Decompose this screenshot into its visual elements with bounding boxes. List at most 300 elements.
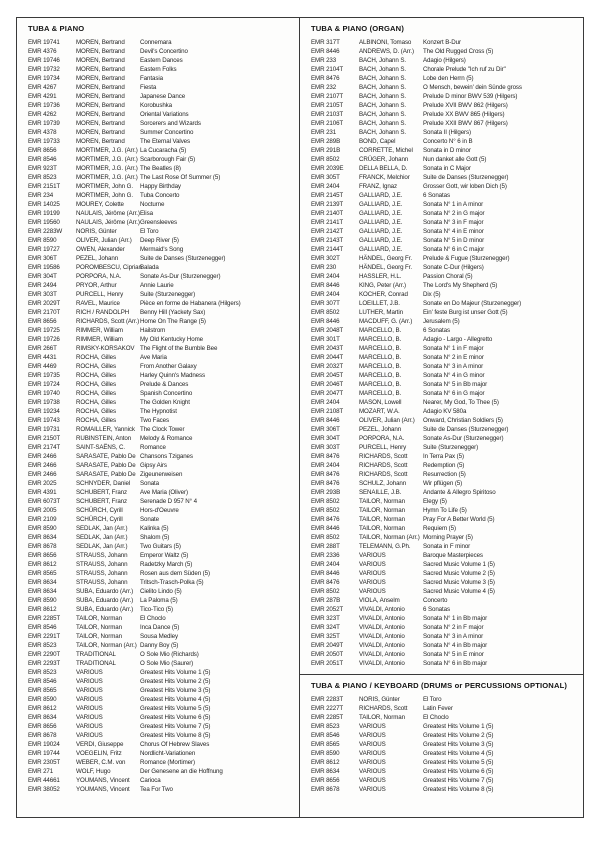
item-code: EMR 302T: [311, 255, 340, 262]
item-composer: VARIOUS: [76, 705, 103, 712]
item-code: EMR 19735: [28, 372, 60, 379]
item-composer: ROCHA, Gilles: [76, 417, 116, 424]
catalog-row: [28, 407, 295, 416]
catalog-row: [311, 479, 579, 488]
item-composer: KOCHER, Conrad: [359, 291, 408, 298]
item-title: Greatest Hits Volume 5 (5): [140, 705, 211, 712]
item-composer: GALLIARD, J.E.: [359, 192, 403, 199]
item-composer: MORTIMER, John G.: [76, 192, 133, 199]
catalog-row: [28, 497, 295, 506]
catalog-row: [28, 749, 295, 758]
item-composer: SARASATE, Pablo De: [76, 453, 136, 460]
item-title: Suite (Sturzenegger): [140, 291, 196, 298]
item-code: EMR 8565: [28, 570, 57, 577]
item-composer: DELLA BELLA, D.: [359, 165, 408, 172]
item-title: Sonata N° 1 in A minor: [423, 201, 484, 208]
item-code: EMR 4291: [28, 93, 57, 100]
catalog-row: [28, 587, 295, 596]
item-composer: ROCHA, Gilles: [76, 372, 116, 379]
item-code: EMR 8476: [311, 516, 340, 523]
item-code: EMR 291B: [311, 147, 341, 154]
item-code: EMR 4376: [28, 48, 57, 55]
item-composer: RICHARDS, Scott: [359, 453, 408, 460]
catalog-row: [28, 344, 295, 353]
catalog-row: [28, 443, 295, 452]
item-title: La Paloma (5): [140, 597, 178, 604]
item-code: EMR 2404: [311, 183, 340, 190]
item-composer: MOREN, Bertrand: [76, 102, 125, 109]
item-composer: MOREN, Bertrand: [76, 120, 125, 127]
item-composer: MORTIMER, John G.: [76, 183, 133, 190]
item-code: EMR 8612: [311, 759, 340, 766]
item-composer: BOND, Capel: [359, 138, 396, 145]
catalog-row: [28, 272, 295, 281]
item-code: EMR 2291T: [28, 633, 61, 640]
item-composer: ROCHA, Gilles: [76, 354, 116, 361]
item-title: Connemara: [140, 39, 172, 46]
catalog-row: [311, 776, 579, 785]
catalog-row: [311, 299, 579, 308]
item-title: Adagio - Largo - Allegretto: [423, 336, 493, 343]
item-title: Hailstrom: [140, 327, 166, 334]
item-title: Prelude XVII BWV 862 (Hilgers): [423, 102, 508, 109]
item-composer: VARIOUS: [76, 723, 103, 730]
item-composer: PORPORA, N.A.: [359, 435, 405, 442]
catalog-row: [28, 452, 295, 461]
item-composer: RIMMER, William: [76, 327, 123, 334]
item-code: EMR 8612: [28, 561, 57, 568]
catalog-row: [28, 767, 295, 776]
item-code: EMR 271: [28, 768, 54, 775]
item-composer: BACH, Johann S.: [359, 102, 406, 109]
catalog-row: [28, 101, 295, 110]
section-title-tuba-piano-organ: TUBA & PIANO (ORGAN): [311, 24, 404, 33]
item-title: Prelude & Fugue (Sturzenegger): [423, 255, 510, 262]
item-composer: RICHARDS, Scott: [359, 705, 408, 712]
section-title-tuba-piano-keyboard: TUBA & PIANO / KEYBOARD (DRUMS or PERCUSSIONS OPTIONAL): [311, 681, 568, 690]
item-title: Prelude XX BWV 865 (Hilgers): [423, 111, 505, 118]
item-code: EMR 2108T: [311, 408, 344, 415]
item-composer: VIVALDI, Antonio: [359, 606, 405, 613]
item-title: El Choclo: [423, 714, 449, 721]
catalog-row: [311, 740, 579, 749]
item-composer: BACH, Johann S.: [359, 84, 406, 91]
item-code: EMR 8656: [28, 147, 57, 154]
item-code: EMR 19733: [28, 138, 60, 145]
catalog-row: [311, 578, 579, 587]
item-code: EMR 8446: [311, 417, 340, 424]
item-composer: CORRETTE, Michel: [359, 147, 413, 154]
item-code: EMR 2139T: [311, 201, 344, 208]
item-composer: MOREN, Bertrand: [76, 39, 125, 46]
item-composer: GALLIARD, J.E.: [359, 219, 403, 226]
item-composer: HÄNDEL, Georg Fr.: [359, 255, 412, 262]
catalog-row: [28, 605, 295, 614]
item-composer: TAILOR, Norman: [76, 633, 122, 640]
catalog-row: [311, 218, 579, 227]
item-composer: MARCELLO, B.: [359, 354, 402, 361]
catalog-row: [311, 650, 579, 659]
item-composer: MOREN, Bertrand: [76, 48, 125, 55]
catalog-row: [311, 137, 579, 146]
item-code: EMR 19741: [28, 39, 60, 46]
item-composer: ANDREWS, D. (Arr.): [359, 48, 414, 55]
item-title: Nun danket alle Gott (5): [423, 156, 487, 163]
catalog-row: [28, 533, 295, 542]
item-code: EMR 8446: [311, 525, 340, 532]
catalog-row: [28, 308, 295, 317]
item-code: EMR 8565: [28, 687, 57, 694]
item-title: Ave Maria (Oliver): [140, 489, 188, 496]
catalog-row: [311, 416, 579, 425]
catalog-row: [28, 362, 295, 371]
item-composer: VARIOUS: [76, 696, 103, 703]
item-title: Elegy (5): [423, 498, 447, 505]
catalog-row: [28, 704, 295, 713]
item-code: EMR 8446: [311, 282, 340, 289]
item-title: Pièce en forme de Habanera (Hilgers): [140, 300, 241, 307]
catalog-row: [311, 182, 579, 191]
item-title: Kalinka (5): [140, 525, 169, 532]
item-code: EMR 2404: [311, 291, 340, 298]
item-title: Harley Quinn's Madness: [140, 372, 206, 379]
catalog-row: [311, 389, 579, 398]
catalog-row: [28, 137, 295, 146]
catalog-row: [311, 533, 579, 542]
item-code: EMR 2145T: [311, 192, 344, 199]
catalog-row: [311, 236, 579, 245]
item-code: EMR 2048T: [311, 327, 344, 334]
item-composer: SARASATE, Pablo De: [76, 471, 136, 478]
item-composer: RAVEL, Maurice: [76, 300, 120, 307]
item-code: EMR 19732: [28, 66, 60, 73]
item-code: EMR 2151T: [28, 183, 61, 190]
item-composer: SEDLAK, Jan (Arr.): [76, 525, 128, 532]
item-composer: OWEN, Alexander: [76, 246, 125, 253]
item-title: O Sole Mio (Saurer): [140, 660, 194, 667]
item-composer: VARIOUS: [359, 750, 386, 757]
item-title: The Beatles (8): [140, 165, 181, 172]
item-code: EMR 19234: [28, 408, 60, 415]
item-title: Adagio KV 580a: [423, 408, 467, 415]
item-title: Carioca: [140, 777, 161, 784]
item-title: Benny Hill (Yackety Sax): [140, 309, 206, 316]
item-title: La Cucaracha (5): [140, 147, 187, 154]
catalog-row: [28, 299, 295, 308]
item-code: EMR 4262: [28, 111, 57, 118]
item-composer: ROCHA, Gilles: [76, 399, 116, 406]
item-title: Jerusalem (5): [423, 318, 460, 325]
item-code: EMR 8656: [28, 318, 57, 325]
catalog-row: [28, 398, 295, 407]
item-code: EMR 8502: [311, 588, 340, 595]
item-code: EMR 2005: [28, 507, 57, 514]
item-title: El Toro: [423, 696, 442, 703]
item-code: EMR 2144T: [311, 246, 344, 253]
item-composer: MORTIMER, J.G. (Arr.): [76, 147, 138, 154]
item-composer: TELEMANN, G.Ph.: [359, 543, 411, 550]
item-code: EMR 19024: [28, 741, 60, 748]
item-composer: VARIOUS: [76, 687, 103, 694]
item-code: EMR 2039E: [311, 165, 344, 172]
catalog-row: [28, 110, 295, 119]
item-composer: MOZART, W.A.: [359, 408, 400, 415]
item-title: Tuba Concerto: [140, 192, 180, 199]
item-composer: ROMAILLER, Yannick: [76, 426, 135, 433]
item-composer: ROCHA, Gilles: [76, 390, 116, 397]
item-title: 6 Sonatas: [423, 192, 450, 199]
item-composer: BACH, Johann S.: [359, 66, 406, 73]
item-title: Romance: [140, 444, 166, 451]
catalog-row: [28, 659, 295, 668]
item-composer: ROCHA, Gilles: [76, 408, 116, 415]
item-code: EMR 2107T: [311, 93, 344, 100]
item-code: EMR 266T: [28, 345, 57, 352]
catalog-row: [311, 425, 579, 434]
item-title: Greatest Hits Volume 7 (5): [423, 777, 494, 784]
item-title: Greatest Hits Volume 3 (5): [423, 741, 494, 748]
catalog-row: [28, 686, 295, 695]
item-title: Sonate: [140, 516, 160, 523]
item-code: EMR 2404: [311, 399, 340, 406]
item-code: EMR 2404: [311, 561, 340, 568]
catalog-row: [311, 443, 579, 452]
item-title: Inca Dance (5): [140, 624, 180, 631]
catalog-row: [28, 182, 295, 191]
item-title: Greatest Hits Volume 4 (5): [423, 750, 494, 757]
item-title: In Terra Pax (5): [423, 453, 464, 460]
item-title: Hymn To Life (5): [423, 507, 467, 514]
catalog-row: [28, 785, 295, 794]
item-code: EMR 8634: [28, 579, 57, 586]
item-code: EMR 8656: [28, 723, 57, 730]
item-title: Eastern Folks: [140, 66, 177, 73]
item-composer: RICH / RANDOLPH: [76, 309, 130, 316]
item-code: EMR 44661: [28, 777, 60, 784]
item-title: Adagio (Hilgers): [423, 57, 466, 64]
item-title: Cielito Lindo (5): [140, 588, 182, 595]
item-code: EMR 2293T: [28, 660, 61, 667]
item-title: O Mensch, bewein' dein Sünde gross: [423, 84, 522, 91]
catalog-row: [28, 776, 295, 785]
catalog-row: [28, 389, 295, 398]
item-code: EMR 8634: [311, 768, 340, 775]
item-title: Sacred Music Volume 2 (5): [423, 570, 495, 577]
catalog-row: [311, 326, 579, 335]
item-title: Greatest Hits Volume 4 (5): [140, 696, 211, 703]
item-composer: RIMMER, William: [76, 336, 123, 343]
item-code: EMR 306T: [311, 426, 340, 433]
item-title: Sousa Medley: [140, 633, 179, 640]
item-code: EMR 303T: [311, 444, 340, 451]
item-title: The Old Rugged Cross (5): [423, 48, 494, 55]
catalog-row: [311, 317, 579, 326]
column-left: [17, 18, 300, 817]
item-title: Greatest Hits Volume 6 (5): [423, 768, 494, 775]
catalog-row: [28, 416, 295, 425]
item-composer: SUBA, Eduardo (Arr.): [76, 606, 134, 613]
item-title: Annie Laurie: [140, 282, 174, 289]
item-code: EMR 19743: [28, 417, 60, 424]
item-code: EMR 8502: [311, 534, 340, 541]
item-composer: VARIOUS: [359, 741, 386, 748]
item-code: EMR 231: [311, 129, 337, 136]
item-composer: SEDLAK, Jan (Arr.): [76, 543, 128, 550]
item-title: Sonata N° 3 in A minor: [423, 633, 484, 640]
item-code: EMR 8523: [28, 174, 57, 181]
item-code: EMR 232: [311, 84, 337, 91]
item-title: The Lord's My Shepherd (5): [423, 282, 498, 289]
catalog-row: [28, 560, 295, 569]
item-title: Pray For A Better World (5): [423, 516, 495, 523]
item-composer: TAILOR, Norman: [76, 615, 122, 622]
item-title: Konzert B-Dur: [423, 39, 461, 46]
item-code: EMR 19199: [28, 210, 60, 217]
item-title: The Golden Knight: [140, 399, 190, 406]
item-code: EMR 8678: [28, 543, 57, 550]
item-composer: MARCELLO, B.: [359, 336, 402, 343]
item-title: Sonata N° 4 in G minor: [423, 372, 485, 379]
item-composer: FRANCK, Melchior: [359, 174, 410, 181]
item-composer: ROCHA, Gilles: [76, 381, 116, 388]
catalog-row: [311, 83, 579, 92]
catalog-row: [28, 731, 295, 740]
catalog-row: [28, 56, 295, 65]
item-composer: SUBA, Eduardo (Arr.): [76, 588, 134, 595]
item-code: EMR 2466: [28, 453, 57, 460]
catalog-row: [28, 128, 295, 137]
item-code: EMR 304T: [28, 273, 57, 280]
item-title: Requiem (5): [423, 525, 456, 532]
item-title: Sonata N° 5 in E minor: [423, 651, 484, 658]
catalog-row: [311, 614, 579, 623]
catalog-row: [311, 641, 579, 650]
item-code: EMR 233: [311, 57, 337, 64]
item-composer: VARIOUS: [359, 759, 386, 766]
item-title: Serenade D 957 N° 4: [140, 498, 197, 505]
catalog-row: [28, 515, 295, 524]
item-composer: MARCELLO, B.: [359, 345, 402, 352]
item-composer: VARIOUS: [76, 678, 103, 685]
item-title: Ein' feste Burg ist unser Gott (5): [423, 309, 508, 316]
item-composer: RUBINSTEIN, Anton: [76, 435, 132, 442]
catalog-row: [28, 668, 295, 677]
item-composer: LUTHER, Martin: [359, 309, 403, 316]
item-composer: TAILOR, Norman: [359, 507, 405, 514]
catalog-row: [311, 461, 579, 470]
item-code: EMR 8476: [311, 471, 340, 478]
item-composer: VARIOUS: [76, 669, 103, 676]
item-code: EMR 2140T: [311, 210, 344, 217]
item-code: EMR 8502: [311, 309, 340, 316]
item-title: Lobe den Herrn (5): [423, 75, 474, 82]
item-title: Greatest Hits Volume 8 (5): [423, 786, 494, 793]
catalog-row: [311, 488, 579, 497]
item-composer: SCHUBERT, Franz: [76, 498, 127, 505]
catalog-row: [311, 380, 579, 389]
item-code: EMR 2404: [311, 273, 340, 280]
section-rows-tuba-piano-organ: [300, 38, 583, 668]
item-composer: VARIOUS: [359, 570, 386, 577]
item-composer: BACH, Johann S.: [359, 129, 406, 136]
item-code: EMR 8565: [311, 741, 340, 748]
item-code: EMR 8590: [28, 597, 57, 604]
section-tuba-piano-organ: [300, 24, 583, 668]
item-composer: SCHÜRCH, Cyrill: [76, 516, 123, 523]
catalog-row: [28, 236, 295, 245]
item-title: Radetzky March (5): [140, 561, 193, 568]
item-composer: STRAUSS, Johann: [76, 579, 128, 586]
item-composer: MORTIMER, J.G. (Arr.): [76, 174, 138, 181]
item-title: Sonata N° 6 in Bb major: [423, 660, 488, 667]
catalog-row: [28, 425, 295, 434]
catalog-row: [28, 632, 295, 641]
item-code: EMR 8476: [311, 579, 340, 586]
item-code: EMR 8446: [311, 48, 340, 55]
item-title: El Toro: [140, 228, 159, 235]
item-composer: RICHARDS, Scott: [359, 471, 408, 478]
catalog-row: [311, 47, 579, 56]
item-code: EMR 325T: [311, 633, 340, 640]
item-composer: OLIVER, Julian (Arr.): [359, 417, 415, 424]
item-code: EMR 19734: [28, 75, 60, 82]
item-code: EMR 8634: [28, 534, 57, 541]
item-title: Suite de Danses (Sturzenegger): [423, 426, 509, 433]
item-title: Greensleeves: [140, 219, 177, 226]
item-title: Morning Prayer (5): [423, 534, 473, 541]
item-title: Sonata in F minor: [423, 543, 471, 550]
item-composer: BACH, Johann S.: [359, 120, 406, 127]
catalog-row: [28, 380, 295, 389]
catalog-row: [28, 740, 295, 749]
item-code: EMR 4391: [28, 489, 57, 496]
item-title: Balada: [140, 264, 159, 271]
item-code: EMR 19560: [28, 219, 60, 226]
item-title: Nordlicht-Variationen: [140, 750, 196, 757]
catalog-row: [311, 515, 579, 524]
catalog-row: [311, 767, 579, 776]
item-title: Greatest Hits Volume 2 (5): [423, 732, 494, 739]
item-composer: TAILOR, Norman: [359, 498, 405, 505]
item-composer: SUBA, Eduardo (Arr.): [76, 597, 134, 604]
item-title: Melody & Romance: [140, 435, 193, 442]
item-composer: GALLIARD, J.E.: [359, 201, 403, 208]
item-composer: MARCELLO, B.: [359, 372, 402, 379]
item-code: EMR 2285T: [28, 615, 61, 622]
item-composer: RICHARDS, Scott: [359, 462, 408, 469]
item-title: Andante & Allegro Spiritoso: [423, 489, 496, 496]
item-composer: BACH, Johann S.: [359, 93, 406, 100]
catalog-row: [28, 641, 295, 650]
catalog-row: [311, 452, 579, 461]
item-composer: BACH, Johann S.: [359, 57, 406, 64]
item-composer: SCHÜRCH, Cyrill: [76, 507, 123, 514]
item-composer: VERDI, Giuseppe: [76, 741, 124, 748]
catalog-row: [28, 245, 295, 254]
item-composer: SARASATE, Pablo De: [76, 462, 136, 469]
item-composer: VIOLA, Anselm: [359, 597, 400, 604]
item-title: Sacred Music Volume 1 (5): [423, 561, 495, 568]
catalog-row: [311, 92, 579, 101]
item-code: EMR 38052: [28, 786, 60, 793]
item-code: EMR 8590: [28, 237, 57, 244]
item-code: EMR 2025: [28, 480, 57, 487]
item-title: Sonata N° 3 in F major: [423, 219, 484, 226]
catalog-row: [311, 209, 579, 218]
catalog-row: [311, 164, 579, 173]
item-title: The Flight of the Bumble Bee: [140, 345, 218, 352]
item-composer: VARIOUS: [359, 561, 386, 568]
